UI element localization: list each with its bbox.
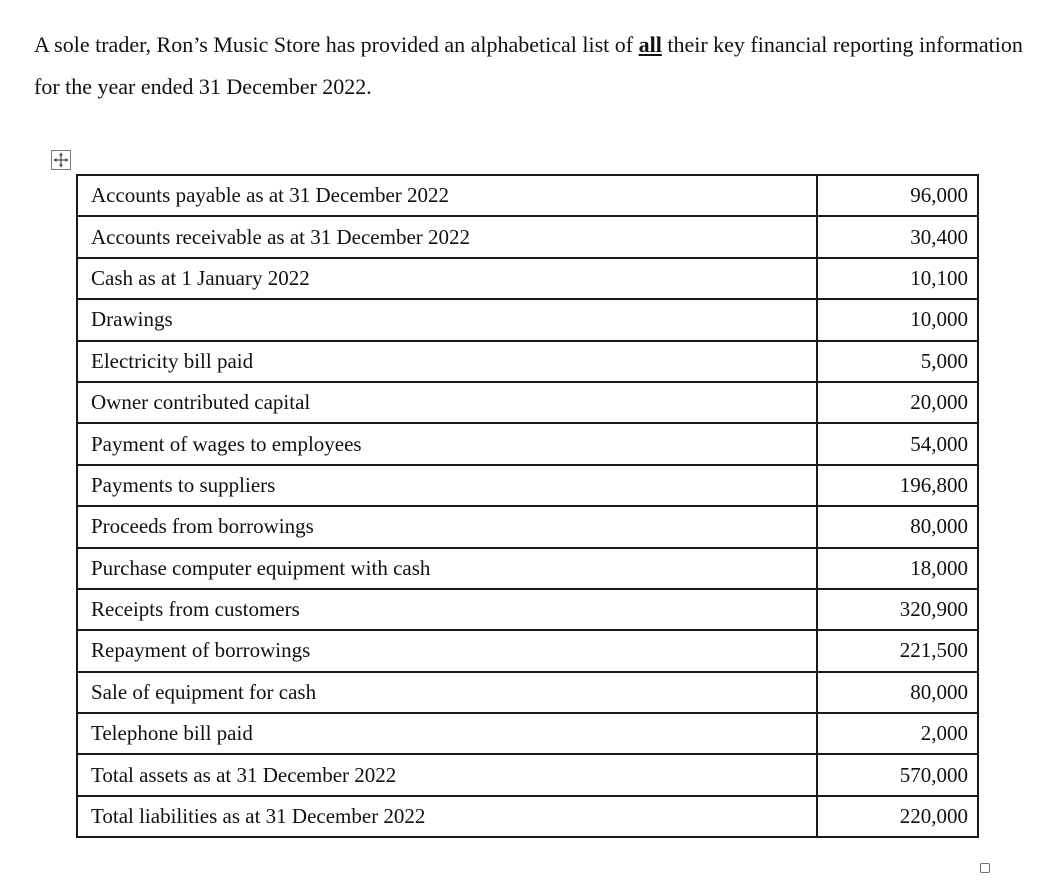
item-label: Purchase computer equipment with cash (77, 548, 817, 589)
item-label: Repayment of borrowings (77, 630, 817, 671)
item-amount: 10,000 (817, 299, 978, 340)
item-label: Receipts from customers (77, 589, 817, 630)
intro-text-end: their key financial reporting information for the year ended 31 December 2022. (34, 32, 1023, 99)
table-row (77, 754, 978, 795)
item-amount: 54,000 (817, 423, 978, 464)
item-label: Payments to suppliers (77, 465, 817, 506)
table-row (77, 465, 978, 506)
table-row (77, 630, 978, 671)
item-label: Telephone bill paid (77, 713, 817, 754)
table-row (77, 713, 978, 754)
item-amount: 80,000 (817, 506, 978, 547)
table-row (77, 382, 978, 423)
item-amount: 320,900 (817, 589, 978, 630)
item-amount: 5,000 (817, 341, 978, 382)
table-row (77, 423, 978, 464)
item-amount: 196,800 (817, 465, 978, 506)
item-amount: 221,500 (817, 630, 978, 671)
item-label: Electricity bill paid (77, 341, 817, 382)
item-label: Total assets as at 31 December 2022 (77, 754, 817, 795)
item-amount: 18,000 (817, 548, 978, 589)
table-row (77, 175, 978, 216)
item-amount: 30,400 (817, 216, 978, 257)
item-label: Drawings (77, 299, 817, 340)
financial-info-table (76, 174, 979, 838)
table-row (77, 299, 978, 340)
item-amount: 10,100 (817, 258, 978, 299)
table-row (77, 258, 978, 299)
intro-text-start: A sole trader, Ron’s Music Store has provided an alphabetical list of (34, 32, 639, 57)
intro-paragraph (34, 24, 1034, 108)
table-resize-icon[interactable] (980, 863, 990, 873)
item-amount: 2,000 (817, 713, 978, 754)
table-row (77, 796, 978, 837)
item-label: Proceeds from borrowings (77, 506, 817, 547)
intro-emphasis: all (638, 32, 662, 57)
item-label: Accounts receivable as at 31 December 2022 (77, 216, 817, 257)
item-label: Cash as at 1 January 2022 (77, 258, 817, 299)
table-row (77, 548, 978, 589)
table-row (77, 506, 978, 547)
item-label: Sale of equipment for cash (77, 672, 817, 713)
item-amount: 20,000 (817, 382, 978, 423)
table-move-icon[interactable] (51, 150, 71, 170)
item-label: Owner contributed capital (77, 382, 817, 423)
four-arrows-icon (52, 151, 70, 169)
table-row (77, 341, 978, 382)
item-amount: 96,000 (817, 175, 978, 216)
item-label: Total liabilities as at 31 December 2022 (77, 796, 817, 837)
table-row (77, 216, 978, 257)
table-row (77, 672, 978, 713)
item-label: Payment of wages to employees (77, 423, 817, 464)
item-amount: 80,000 (817, 672, 978, 713)
item-amount: 570,000 (817, 754, 978, 795)
financial-info-table-body (77, 175, 978, 837)
item-label: Accounts payable as at 31 December 2022 (77, 175, 817, 216)
item-amount: 220,000 (817, 796, 978, 837)
table-row (77, 589, 978, 630)
